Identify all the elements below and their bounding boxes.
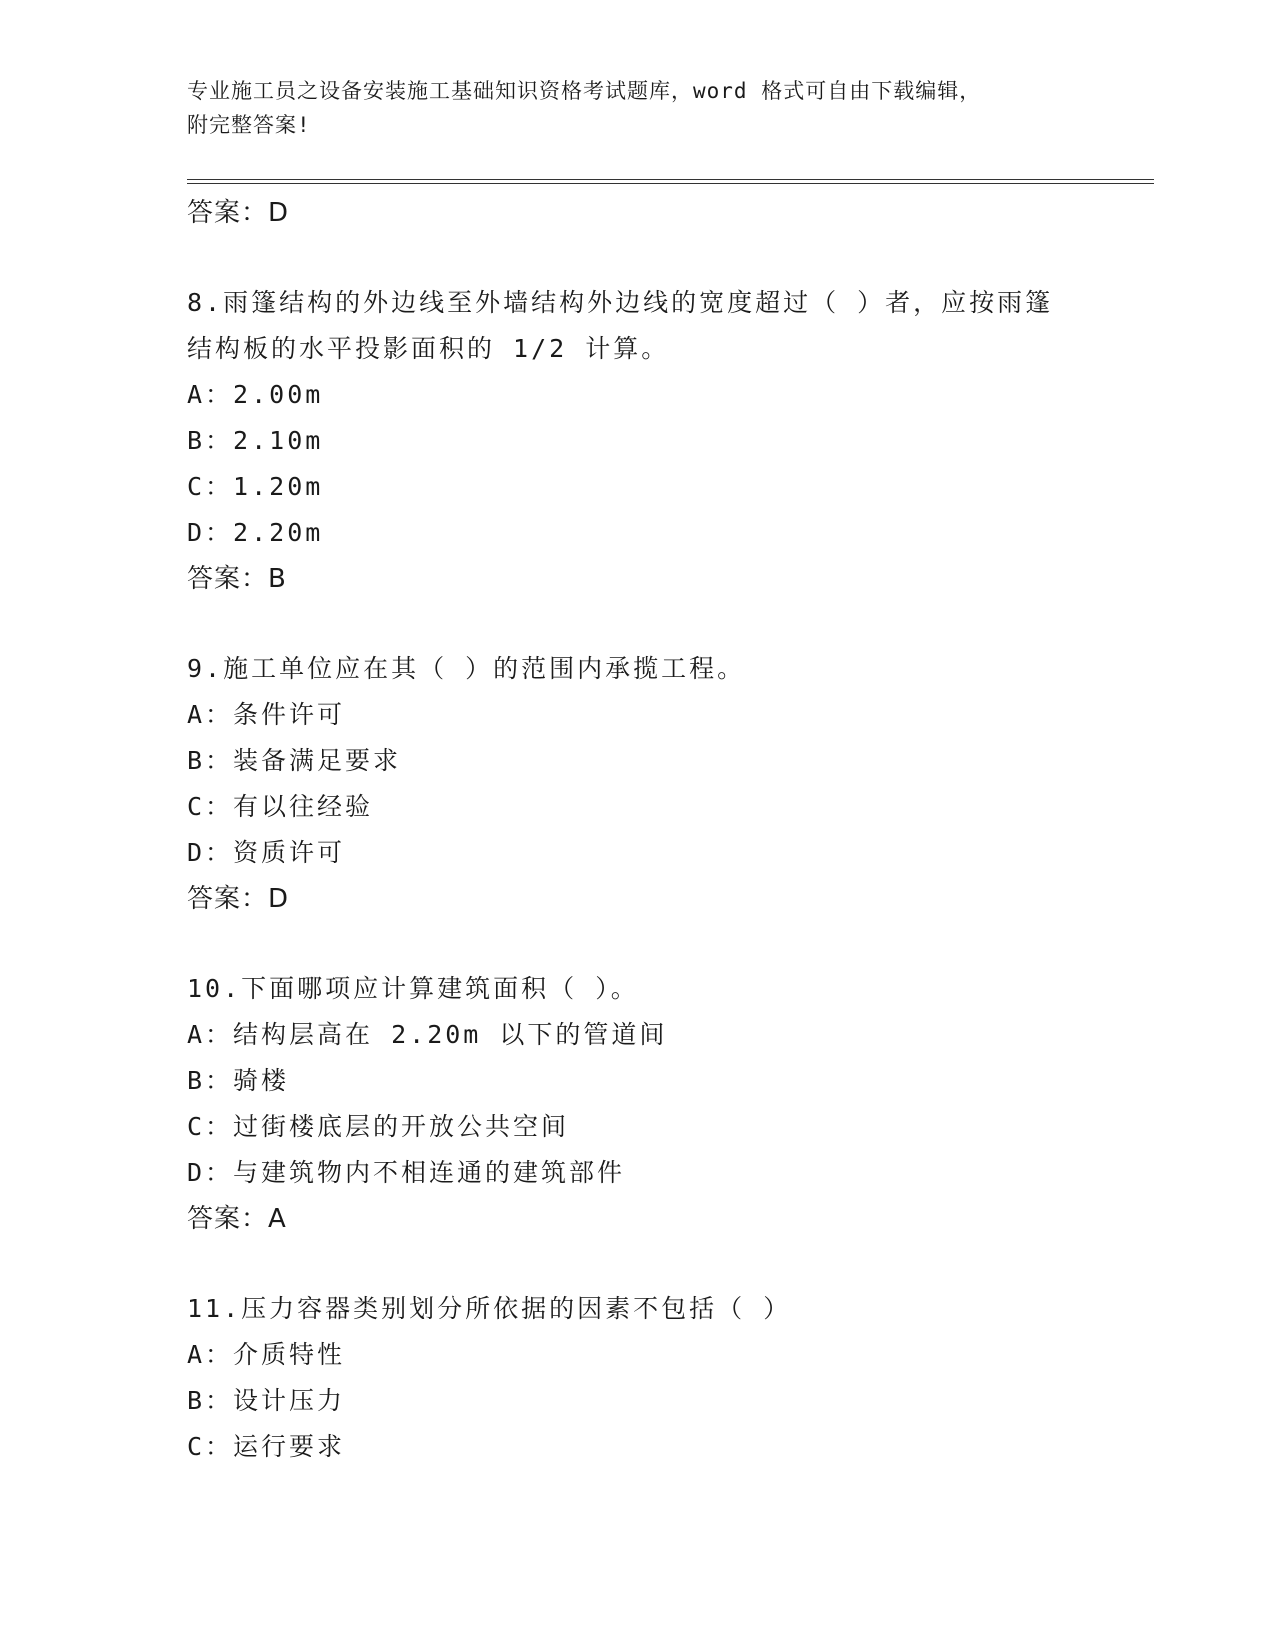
question-10: [187, 966, 1147, 1242]
question-9-answer: 答案：D: [187, 884, 290, 914]
question-9: [187, 646, 1147, 922]
question-8: [187, 280, 1147, 602]
header-divider-top: [187, 179, 1154, 180]
header-line-2: 附完整答案!: [187, 113, 311, 137]
question-11-text: 11.压力容器类别划分所依据的因素不包括（ ）: [187, 1294, 792, 1323]
question-8-text-line-1: 8.雨篷结构的外边线至外墙结构外边线的宽度超过（ ）者，应按雨篷: [187, 288, 1054, 317]
header-line-1: 专业施工员之设备安装施工基础知识资格考试题库，word 格式可自由下载编辑，: [187, 79, 982, 103]
question-8-option-b: B：2.10m: [187, 426, 324, 455]
question-10-answer: 答案：A: [187, 1204, 287, 1234]
question-10-option-d: D：与建筑物内不相连通的建筑部件: [187, 1158, 626, 1187]
question-10-option-c: C：过街楼底层的开放公共空间: [187, 1112, 570, 1141]
question-10-option-b: B：骑楼: [187, 1066, 290, 1095]
question-8-answer: 答案：B: [187, 564, 287, 594]
question-8-option-d: D：2.20m: [187, 518, 324, 547]
question-11-option-c: C：运行要求: [187, 1432, 346, 1461]
question-9-option-a: A：条件许可: [187, 700, 346, 729]
header-divider-bottom: [187, 183, 1154, 184]
spacer: [187, 602, 1147, 646]
question-8-text-line-2: 结构板的水平投影面积的 1/2 计算。: [187, 334, 670, 363]
question-list: [187, 190, 1147, 1470]
spacer: [187, 236, 1147, 280]
question-11-option-a: A：介质特性: [187, 1340, 346, 1369]
spacer: [187, 922, 1147, 966]
question-8-option-a: A：2.00m: [187, 380, 324, 409]
question-11: [187, 1286, 1147, 1470]
question-10-option-a: A：结构层高在 2.20m 以下的管道间: [187, 1020, 668, 1049]
question-9-option-c: C：有以往经验: [187, 792, 374, 821]
question-11-option-b: B：设计压力: [187, 1386, 346, 1415]
question-10-text: 10.下面哪项应计算建筑面积（ ）。: [187, 974, 639, 1003]
document-header: [187, 74, 1087, 142]
question-9-option-d: D：资质许可: [187, 838, 346, 867]
question-9-text: 9.施工单位应在其（ ）的范围内承揽工程。: [187, 654, 746, 683]
spacer: [187, 1242, 1147, 1286]
question-9-option-b: B：装备满足要求: [187, 746, 402, 775]
previous-answer: 答案：D: [187, 198, 290, 228]
question-8-option-c: C：1.20m: [187, 472, 324, 501]
